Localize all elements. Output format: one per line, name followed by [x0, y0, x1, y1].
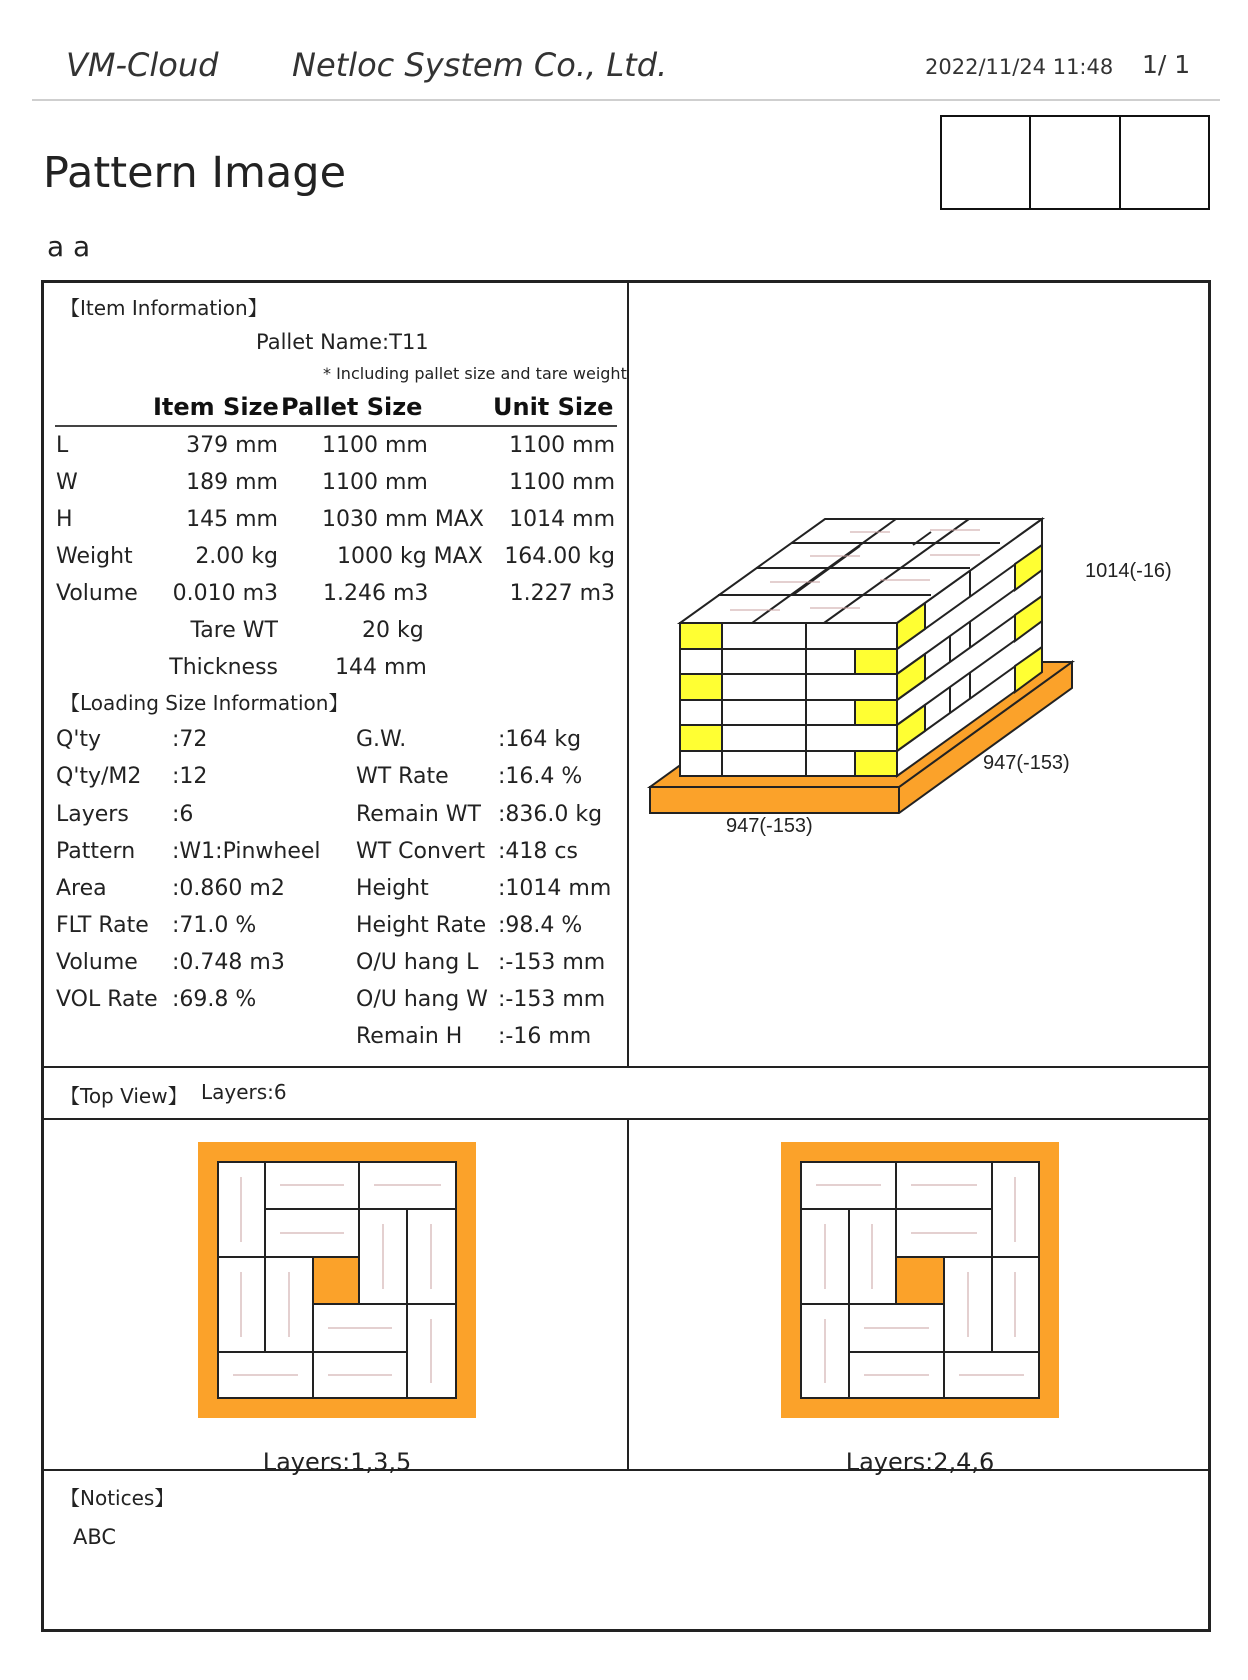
pattern-boxes [801, 1162, 1039, 1398]
item-info-heading: 【Item Information】 [60, 296, 268, 320]
stat-value: :98.4 % [498, 913, 583, 938]
notices-heading: 【Notices】 [60, 1486, 175, 1510]
stat-label: Q'ty [56, 727, 102, 752]
stat-value: :72 [172, 727, 208, 752]
stat-value: :418 cs [498, 839, 578, 864]
stat-label: FLT Rate [56, 913, 149, 938]
stat-value: :6 [172, 802, 194, 827]
pallet-value: 1100 mm [322, 470, 428, 495]
tare-value: 20 kg [362, 618, 424, 643]
stat-label: Remain H [356, 1024, 463, 1049]
stamp-box [1031, 117, 1120, 208]
col-pallet-size: Pallet Size [281, 393, 423, 421]
pattern-boxes [218, 1162, 456, 1398]
unit-value: 1014 mm [509, 507, 615, 532]
notices-text: ABC [73, 1525, 117, 1549]
header-divider [32, 99, 1220, 101]
thickness-label: Thickness [169, 655, 278, 680]
print-datetime: 2022/11/24 11:48 [925, 55, 1114, 79]
loading-info-heading: 【Loading Size Information】 [60, 691, 349, 715]
topview-header-divider [42, 1118, 1210, 1120]
row-label: Volume [56, 581, 138, 606]
stat-label: O/U hang W [356, 987, 488, 1012]
stamp-box [942, 117, 1031, 208]
thickness-value: 144 mm [335, 655, 427, 680]
stat-label: Remain WT [356, 802, 481, 827]
layer-pattern-even [781, 1142, 1059, 1418]
stat-value: :71.0 % [172, 913, 257, 938]
col-unit-size: Unit Size [493, 393, 614, 421]
unit-value: 1100 mm [509, 433, 615, 458]
row-label: Weight [56, 544, 133, 569]
company-name: Netloc System Co., Ltd. [292, 46, 668, 84]
approval-stamp-boxes [940, 115, 1210, 210]
stat-label: Q'ty/M2 [56, 764, 142, 789]
pallet-name: Pallet Name:T11 [256, 330, 429, 354]
layer-pattern-odd [198, 1142, 476, 1418]
stat-label: Height Rate [356, 913, 487, 938]
stat-label: Volume [56, 950, 138, 975]
pallet-value: 1100 mm [322, 433, 428, 458]
stat-value: :-16 mm [498, 1024, 592, 1049]
row-label: L [56, 433, 69, 458]
stat-value: :836.0 kg [498, 802, 603, 827]
item-value: 379 mm [186, 433, 278, 458]
stat-label: Height [356, 876, 429, 901]
stat-value: :69.8 % [172, 987, 257, 1012]
top-view-heading: 【Top View】 [60, 1084, 188, 1108]
stat-value: :W1:Pinwheel [172, 839, 321, 864]
stat-label: Layers [56, 802, 129, 827]
pallet-value: 1030 mm MAX [322, 507, 484, 532]
pallet-3d-view [630, 500, 1190, 860]
row-label: H [56, 507, 73, 532]
layers-divider [627, 1118, 629, 1470]
unit-value: 1100 mm [509, 470, 615, 495]
page-subtitle: a a [47, 230, 91, 263]
pallet-value: 1000 kg MAX [337, 544, 483, 569]
col-item-size: Item Size [153, 393, 279, 421]
stat-label: WT Rate [356, 764, 449, 789]
stat-value: :-153 mm [498, 987, 606, 1012]
stat-value: :1014 mm [498, 876, 612, 901]
item-value: 0.010 m3 [172, 581, 278, 606]
topview-divider [42, 1066, 1210, 1068]
width-dimension-label: 947(-153) [726, 815, 813, 837]
stamp-box [1121, 117, 1208, 208]
app-name: VM-Cloud [66, 46, 219, 84]
item-value: 189 mm [186, 470, 278, 495]
stat-value: :-153 mm [498, 950, 606, 975]
stat-label: Pattern [56, 839, 136, 864]
row-label: W [56, 470, 78, 495]
item-value: 145 mm [186, 507, 278, 532]
stat-value: :164 kg [498, 727, 582, 752]
page-number: 1/ 1 [1142, 50, 1191, 79]
stat-value: :0.748 m3 [172, 950, 285, 975]
unit-value: 1.227 m3 [509, 581, 615, 606]
pallet-value: 1.246 m3 [323, 581, 429, 606]
table-header-rule [55, 425, 617, 427]
tare-label: Tare WT [190, 618, 278, 643]
top-view-layers: Layers:6 [201, 1080, 287, 1104]
stat-label: G.W. [356, 727, 407, 752]
stat-label: WT Convert [356, 839, 486, 864]
info-divider [627, 281, 629, 1066]
stat-label: Area [56, 876, 107, 901]
height-dimension-label: 1014(-16) [1085, 560, 1172, 582]
layer-caption-even: Layers:2,4,6 [845, 1448, 995, 1476]
stat-label: VOL Rate [56, 987, 158, 1012]
stat-value: :16.4 % [498, 764, 583, 789]
stat-value: :0.860 m2 [172, 876, 285, 901]
stat-value: :12 [172, 764, 208, 789]
stat-label: O/U hang L [356, 950, 479, 975]
layer-caption-odd: Layers:1,3,5 [262, 1448, 412, 1476]
page-title: Pattern Image [43, 148, 347, 198]
item-value: 2.00 kg [195, 544, 278, 569]
pallet-note: * Including pallet size and tare weight [323, 364, 627, 383]
depth-dimension-label: 947(-153) [983, 752, 1070, 774]
unit-value: 164.00 kg [504, 544, 615, 569]
